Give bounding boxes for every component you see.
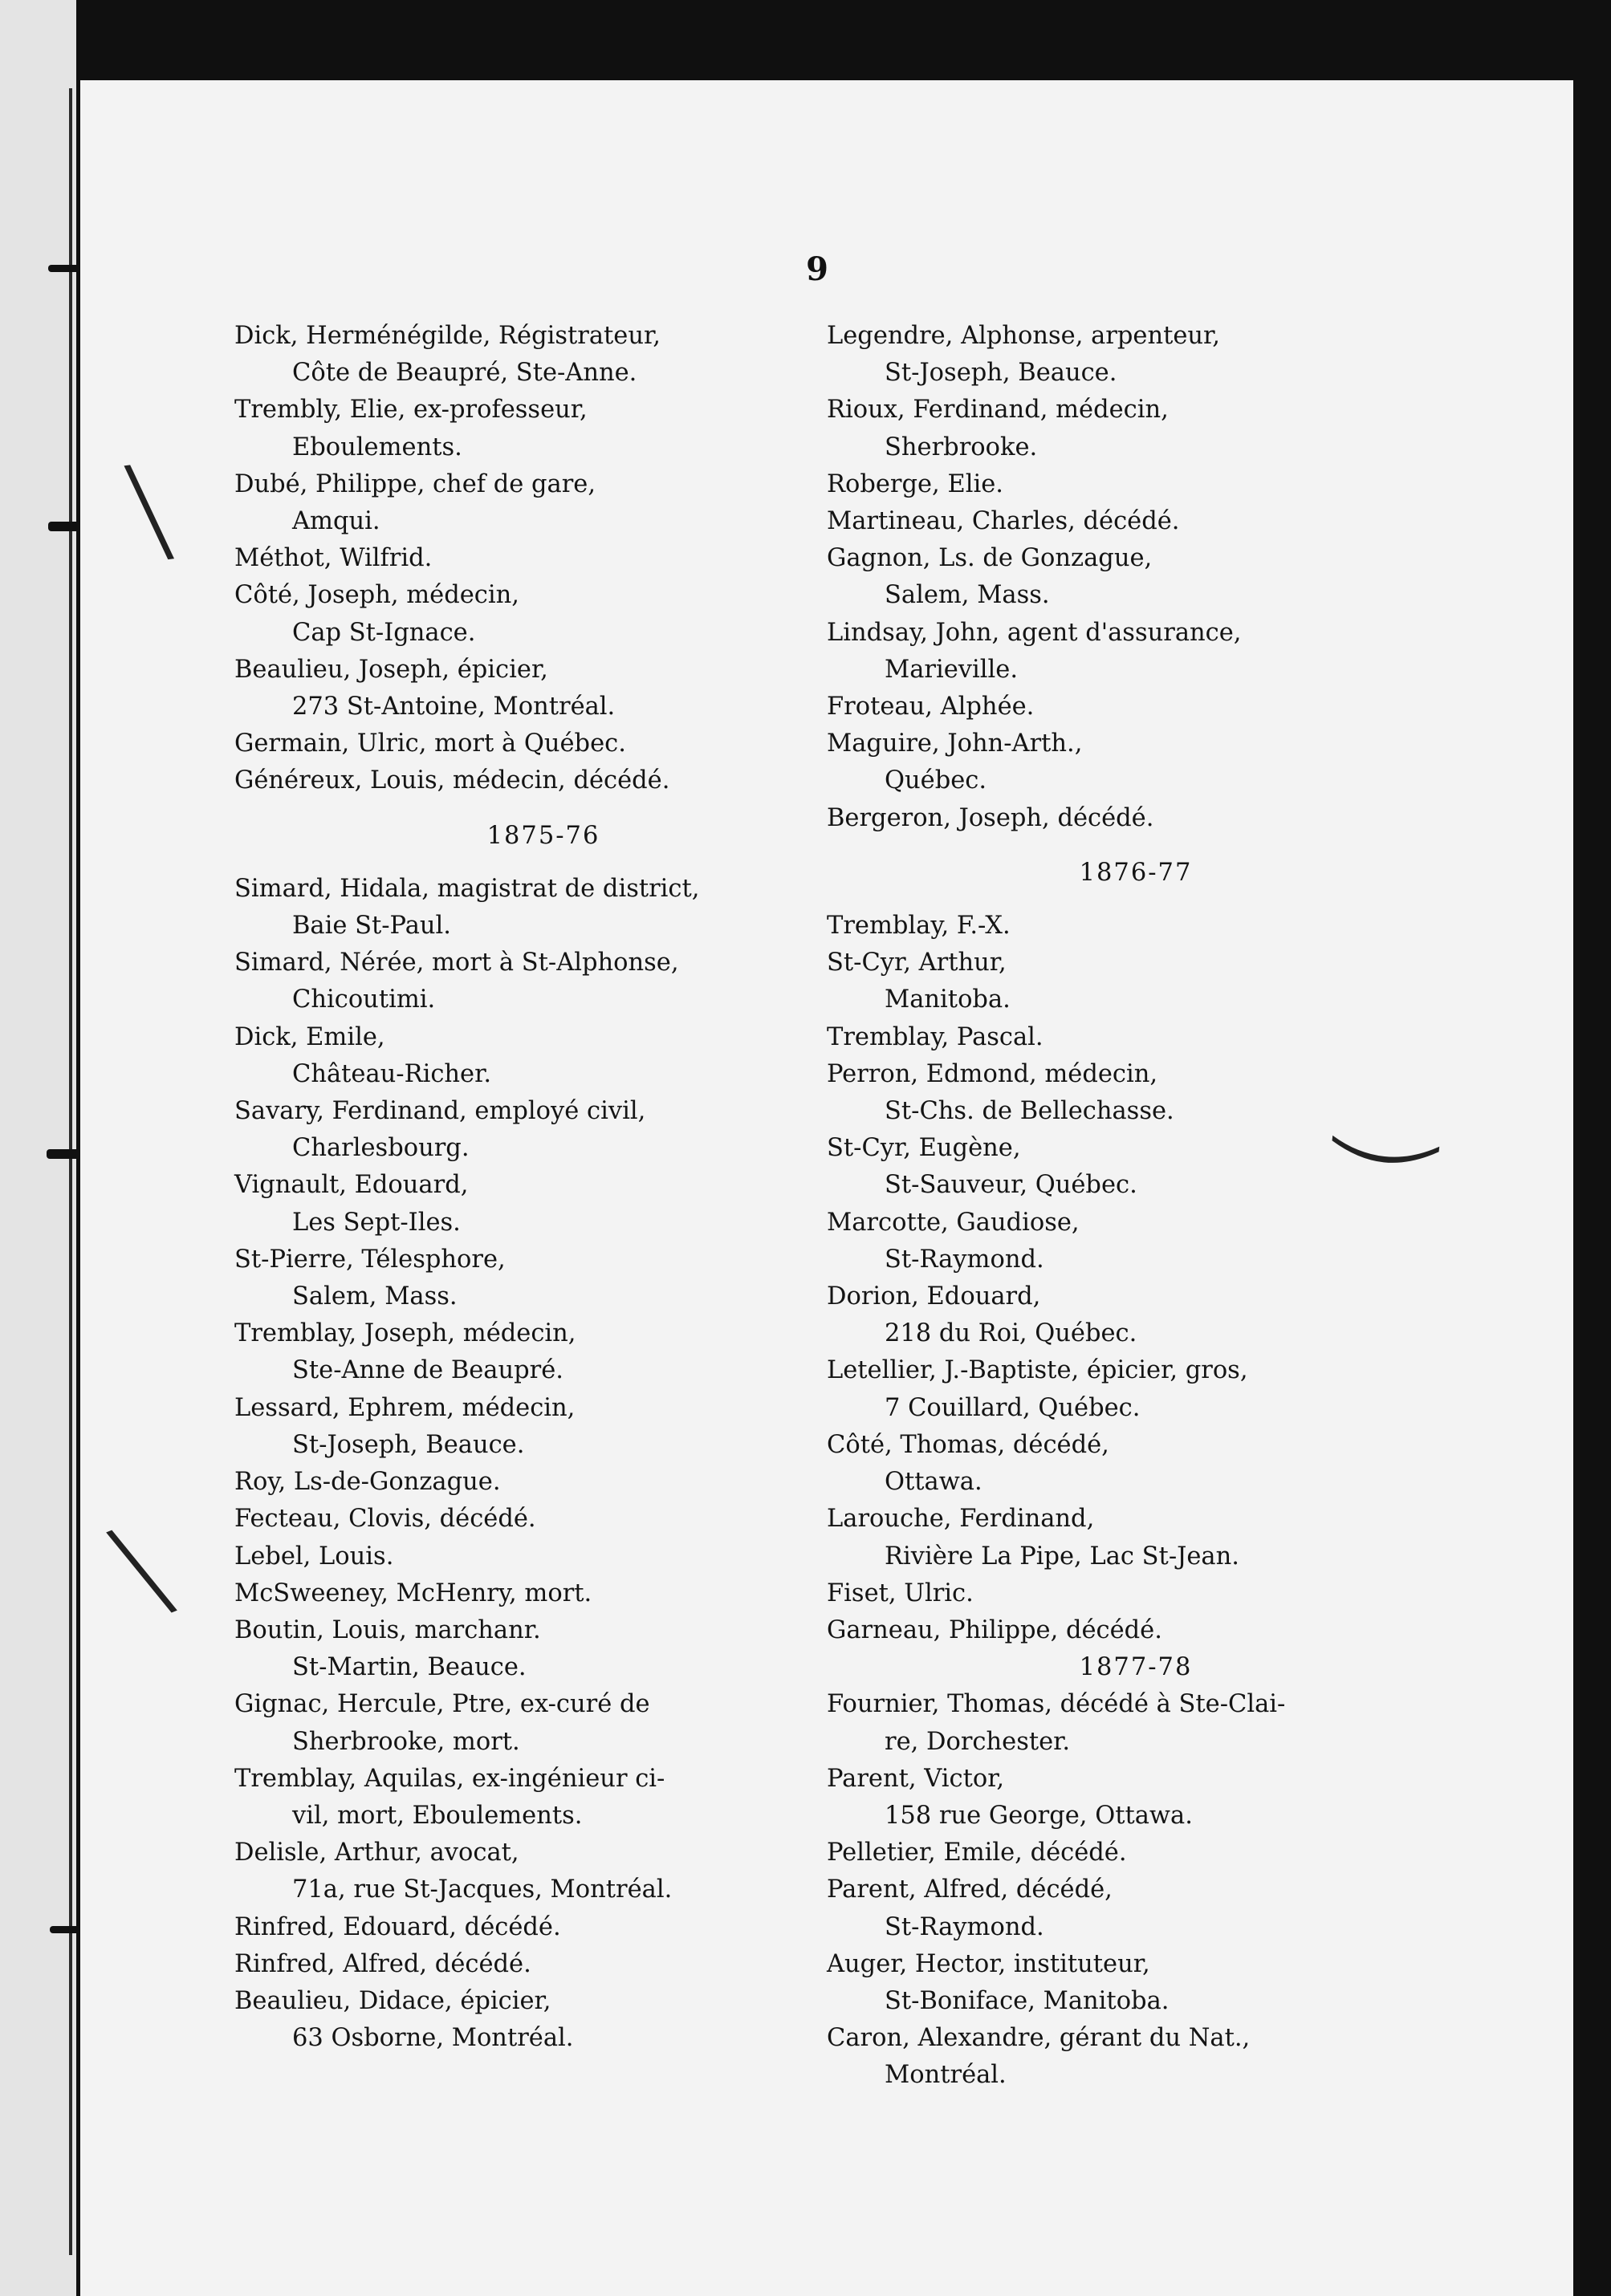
entry-address-line: St-Raymond. bbox=[885, 1912, 1044, 1941]
entry-address-line: St-Joseph, Beauce. bbox=[885, 359, 1117, 388]
entry-name-line: Dubé, Philippe, chef de gare, bbox=[234, 469, 596, 498]
entry-address-line: St-Boniface, Manitoba. bbox=[885, 1986, 1170, 2015]
entry-address-line: Québec. bbox=[885, 766, 987, 795]
entry-address-line: Château-Richer. bbox=[292, 1059, 492, 1088]
entry-name-line: Lebel, Louis. bbox=[234, 1542, 394, 1571]
year-heading: 1877-78 bbox=[1079, 1653, 1193, 1682]
entry-name-line: Roberge, Elie. bbox=[827, 469, 1003, 498]
entry-name-line: Parent, Alfred, décédé, bbox=[827, 1875, 1113, 1904]
entry-address-line: Sherbrooke, mort. bbox=[292, 1727, 520, 1756]
entry-name-line: Généreux, Louis, médecin, décédé. bbox=[234, 766, 670, 795]
page-number: 9 bbox=[806, 250, 828, 288]
entry-name-line: Rinfred, Alfred, décédé. bbox=[234, 1949, 531, 1978]
pencil-mark-icon: \ bbox=[96, 1496, 186, 1642]
entry-name-line: Tremblay, F.-X. bbox=[827, 912, 1011, 941]
entry-name-line: Legendre, Alphonse, arpenteur, bbox=[827, 322, 1220, 350]
entry-address-line: vil, mort, Eboulements. bbox=[292, 1801, 583, 1830]
pencil-mark-icon: \ bbox=[119, 437, 179, 582]
entry-name-line: Bergeron, Joseph, décédé. bbox=[827, 803, 1154, 832]
entry-address-line: 158 rue George, Ottawa. bbox=[885, 1801, 1193, 1830]
entry-name-line: Dick, Herménégilde, Régistrateur, bbox=[234, 322, 661, 350]
entry-name-line: Gagnon, Ls. de Gonzague, bbox=[827, 544, 1153, 573]
entry-address-line: Charlesbourg. bbox=[292, 1134, 470, 1163]
entry-address-line: Manitoba. bbox=[885, 985, 1011, 1014]
entry-address-line: Côte de Beaupré, Ste-Anne. bbox=[292, 359, 637, 388]
year-heading: 1875-76 bbox=[486, 821, 600, 850]
year-heading: 1876-77 bbox=[1079, 858, 1193, 887]
entry-name-line: Delisle, Arthur, avocat, bbox=[234, 1839, 519, 1867]
entry-name-line: Tremblay, Pascal. bbox=[827, 1022, 1043, 1051]
entry-name-line: Pelletier, Emile, décédé. bbox=[827, 1839, 1127, 1867]
entry-name-line: St-Cyr, Arthur, bbox=[827, 949, 1007, 977]
entry-address-line: Salem, Mass. bbox=[292, 1282, 458, 1311]
entry-address-line: Montréal. bbox=[885, 2061, 1007, 2090]
entry-name-line: Beaulieu, Didace, épicier, bbox=[234, 1986, 551, 2015]
entry-name-line: Marcotte, Gaudiose, bbox=[827, 1208, 1080, 1237]
entry-name-line: Fournier, Thomas, décédé à Ste-Clai- bbox=[827, 1690, 1286, 1719]
entry-address-line: 218 du Roi, Québec. bbox=[885, 1319, 1137, 1348]
entry-name-line: Lessard, Ephrem, médecin, bbox=[234, 1393, 576, 1422]
entry-name-line: Caron, Alexandre, gérant du Nat., bbox=[827, 2024, 1251, 2053]
entry-name-line: Fiset, Ulric. bbox=[827, 1579, 974, 1607]
entry-address-line: Salem, Mass. bbox=[885, 581, 1050, 610]
adjacent-page-edge bbox=[0, 0, 76, 2296]
entry-name-line: Auger, Hector, instituteur, bbox=[827, 1949, 1150, 1978]
entry-address-line: St-Martin, Beauce. bbox=[292, 1653, 527, 1682]
entry-name-line: Tremblay, Joseph, médecin, bbox=[234, 1319, 576, 1348]
entry-name-line: Méthot, Wilfrid. bbox=[234, 544, 433, 573]
entry-name-line: Côté, Joseph, médecin, bbox=[234, 581, 519, 610]
entry-name-line: Perron, Edmond, médecin, bbox=[827, 1059, 1158, 1088]
entry-address-line: Chicoutimi. bbox=[292, 985, 436, 1014]
entry-name-line: Froteau, Alphée. bbox=[827, 693, 1035, 721]
entry-name-line: Rioux, Ferdinand, médecin, bbox=[827, 396, 1169, 425]
entry-name-line: Dick, Emile, bbox=[234, 1022, 385, 1051]
entry-name-line: Trembly, Elie, ex-professeur, bbox=[234, 396, 588, 425]
entry-name-line: Dorion, Edouard, bbox=[827, 1282, 1041, 1311]
entry-address-line: St-Joseph, Beauce. bbox=[292, 1430, 525, 1459]
right-column bbox=[827, 318, 1445, 2095]
entry-name-line: Fecteau, Clovis, décédé. bbox=[234, 1505, 536, 1534]
entry-name-line: Parent, Victor, bbox=[827, 1764, 1005, 1793]
entry-address-line: Rivière La Pipe, Lac St-Jean. bbox=[885, 1542, 1239, 1571]
left-column bbox=[234, 318, 852, 2057]
pencil-mark-icon: ) bbox=[1316, 1120, 1460, 1183]
entry-address-line: 7 Couillard, Québec. bbox=[885, 1393, 1141, 1422]
entry-name-line: Larouche, Ferdinand, bbox=[827, 1505, 1095, 1534]
entry-name-line: St-Pierre, Télesphore, bbox=[234, 1245, 506, 1274]
entry-name-line: Rinfred, Edouard, décédé. bbox=[234, 1912, 561, 1941]
entry-name-line: St-Cyr, Eugène, bbox=[827, 1134, 1021, 1163]
entry-name-line: Côté, Thomas, décédé, bbox=[827, 1430, 1109, 1459]
entry-name-line: McSweeney, McHenry, mort. bbox=[234, 1579, 592, 1607]
entry-address-line: Ste-Anne de Beaupré. bbox=[292, 1356, 563, 1385]
entry-address-line: St-Sauveur, Québec. bbox=[885, 1171, 1137, 1200]
entry-name-line: Gignac, Hercule, Ptre, ex-curé de bbox=[234, 1690, 650, 1719]
entry-name-line: Simard, Hidala, magistrat de district, bbox=[234, 874, 700, 903]
entry-address-line: Cap St-Ignace. bbox=[292, 618, 476, 647]
entry-address-line: Eboulements. bbox=[292, 433, 462, 461]
entry-name-line: Savary, Ferdinand, employé civil, bbox=[234, 1097, 646, 1126]
entry-name-line: Vignault, Edouard, bbox=[234, 1171, 469, 1200]
entry-address-line: 63 Osborne, Montréal. bbox=[292, 2024, 574, 2053]
entry-name-line: Maguire, John-Arth., bbox=[827, 729, 1083, 758]
entry-address-line: re, Dorchester. bbox=[885, 1727, 1071, 1756]
entry-name-line: Letellier, J.-Baptiste, épicier, gros, bbox=[827, 1356, 1248, 1385]
entry-address-line: Marieville. bbox=[885, 655, 1019, 684]
entry-name-line: Martineau, Charles, décédé. bbox=[827, 507, 1180, 536]
entry-address-line: Baie St-Paul. bbox=[292, 912, 451, 941]
entry-address-line: Sherbrooke. bbox=[885, 433, 1038, 461]
entry-name-line: Tremblay, Aquilas, ex-ingénieur ci- bbox=[234, 1764, 665, 1793]
entry-address-line: Amqui. bbox=[292, 507, 380, 536]
entry-name-line: Boutin, Louis, marchanr. bbox=[234, 1615, 541, 1644]
entry-address-line: St-Raymond. bbox=[885, 1245, 1044, 1274]
entry-address-line: 71a, rue St-Jacques, Montréal. bbox=[292, 1875, 673, 1904]
entry-name-line: Simard, Nérée, mort à St-Alphonse, bbox=[234, 949, 679, 977]
entry-name-line: Roy, Ls-de-Gonzague. bbox=[234, 1468, 501, 1497]
entry-name-line: Lindsay, John, agent d'assurance, bbox=[827, 618, 1242, 647]
entry-address-line: St-Chs. de Bellechasse. bbox=[885, 1097, 1174, 1126]
entry-address-line: Les Sept-Iles. bbox=[292, 1208, 461, 1237]
entry-name-line: Beaulieu, Joseph, épicier, bbox=[234, 655, 548, 684]
entry-address-line: 273 St-Antoine, Montréal. bbox=[292, 693, 616, 721]
entry-name-line: Germain, Ulric, mort à Québec. bbox=[234, 729, 626, 758]
entry-address-line: Ottawa. bbox=[885, 1468, 982, 1497]
entry-name-line: Garneau, Philippe, décédé. bbox=[827, 1615, 1162, 1644]
